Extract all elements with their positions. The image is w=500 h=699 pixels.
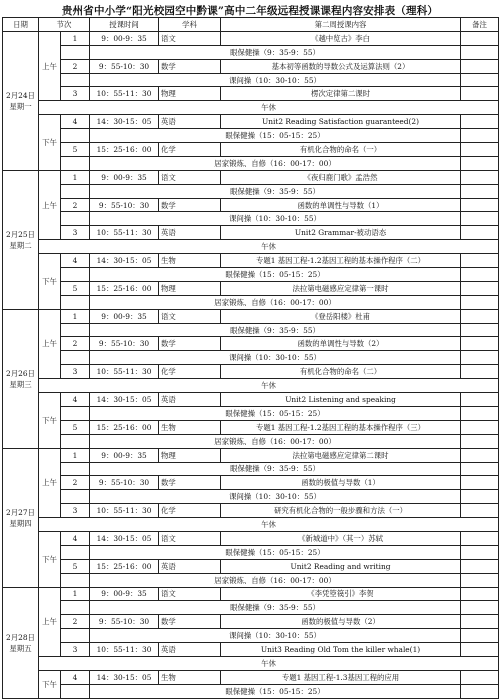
break-label: 眼保健操（9：35-9：55）	[90, 323, 461, 337]
remark-cell	[461, 476, 499, 490]
lesson-content: 函数的单调性与导数（1）	[221, 198, 461, 212]
subject-name: 生物	[159, 254, 221, 268]
break-label: 眼保健操（15：05-15：25）	[90, 406, 461, 420]
class-time: 9：55-10：30	[90, 337, 159, 351]
break-row	[3, 268, 499, 282]
remark-cell	[461, 281, 499, 295]
lesson-row	[3, 531, 499, 545]
remark-cell	[461, 198, 499, 212]
remark-cell	[461, 615, 499, 629]
header-remark: 备注	[461, 18, 499, 32]
lesson-row	[3, 393, 499, 407]
blank-cell	[61, 212, 90, 226]
break-label: 居家锻炼、自修（16：00-17：00）	[90, 156, 461, 170]
remark-cell	[461, 115, 499, 129]
blank-cell	[61, 156, 90, 170]
remark-cell	[461, 143, 499, 157]
break-label: 眼保健操（9：35-9：55）	[90, 45, 461, 59]
remark-cell	[461, 462, 499, 476]
subject-name: 语文	[159, 531, 221, 545]
morning-label: 上午	[39, 587, 61, 656]
lesson-row	[3, 337, 499, 351]
blank-cell	[61, 268, 90, 282]
lunch-row	[3, 240, 499, 254]
break-row	[3, 295, 499, 309]
blank-cell	[61, 323, 90, 337]
header-time: 授课时间	[90, 18, 159, 32]
day-cell	[3, 448, 39, 587]
lesson-content: 《夜归鹿门歌》孟浩然	[221, 170, 461, 184]
lunch-label: 午休	[39, 656, 499, 670]
lesson-row	[3, 559, 499, 573]
blank-cell	[61, 45, 90, 59]
lesson-row	[3, 254, 499, 268]
break-label: 课间操（10：30-10：55）	[90, 351, 461, 365]
class-time: 10：55-11：30	[90, 643, 159, 657]
blank-cell	[61, 434, 90, 448]
period-number: 1	[61, 170, 90, 184]
lesson-row	[3, 587, 499, 601]
lesson-content: 法拉第电磁感应定律第二课时	[221, 448, 461, 462]
break-label: 课间操（10：30-10：55）	[90, 629, 461, 643]
lesson-row	[3, 365, 499, 379]
blank-cell	[61, 129, 90, 143]
afternoon-label: 下午	[39, 115, 61, 171]
lesson-row	[3, 170, 499, 184]
remark-cell	[461, 268, 499, 282]
remark-cell	[461, 365, 499, 379]
header-content: 第二周授课内容	[221, 18, 461, 32]
lesson-content: Unit2 Listening and speaking	[221, 393, 461, 407]
blank-cell	[61, 573, 90, 587]
lesson-row	[3, 448, 499, 462]
date-label: 2月25日	[6, 229, 35, 239]
class-time: 9：00-9：35	[90, 309, 159, 323]
class-time: 10：55-11：30	[90, 365, 159, 379]
subject-name: 英语	[159, 643, 221, 657]
remark-cell	[461, 559, 499, 573]
header-subject: 学科	[159, 18, 221, 32]
lesson-content: Unit2 Grammar-被动语态	[221, 226, 461, 240]
blank-cell	[61, 684, 90, 698]
weekday-label: 星期五	[9, 643, 32, 653]
break-label: 眼保健操（15：05-15：25）	[90, 684, 461, 698]
remark-cell	[461, 420, 499, 434]
subject-name: 物理	[159, 281, 221, 295]
break-label: 眼保健操（15：05-15：25）	[90, 545, 461, 559]
period-number: 3	[61, 643, 90, 657]
date-label: 2月28日	[6, 632, 35, 642]
period-number: 5	[61, 559, 90, 573]
lesson-content: 研究有机化合物的一般步骤和方法（一）	[221, 504, 461, 518]
lunch-row	[3, 379, 499, 393]
lesson-row	[3, 198, 499, 212]
remark-cell	[461, 629, 499, 643]
break-label: 眼保健操（9：35-9：55）	[90, 184, 461, 198]
afternoon-label: 下午	[39, 254, 61, 310]
class-time: 9：55-10：30	[90, 198, 159, 212]
lesson-row	[3, 143, 499, 157]
weekday-label: 星期二	[9, 240, 32, 250]
blank-cell	[61, 462, 90, 476]
lunch-label: 午休	[39, 101, 499, 115]
remark-cell	[461, 73, 499, 87]
schedule-table	[2, 17, 499, 699]
break-row	[3, 406, 499, 420]
break-row	[3, 323, 499, 337]
break-label: 眼保健操（9：35-9：55）	[90, 462, 461, 476]
break-label: 眼保健操（15：05-15：25）	[90, 268, 461, 282]
remark-cell	[461, 351, 499, 365]
class-time: 15：25-16：00	[90, 559, 159, 573]
subject-name: 化学	[159, 504, 221, 518]
subject-name: 数学	[159, 615, 221, 629]
break-row	[3, 45, 499, 59]
lesson-content: 函数的极值与导数（1）	[221, 476, 461, 490]
subject-name: 化学	[159, 365, 221, 379]
break-label: 居家锻炼、自修（16：00-17：00）	[90, 295, 461, 309]
period-number: 4	[61, 531, 90, 545]
remark-cell	[461, 406, 499, 420]
remark-cell	[461, 323, 499, 337]
remark-cell	[461, 226, 499, 240]
lesson-content: 法拉第电磁感应定律第一课时	[221, 281, 461, 295]
period-number: 5	[61, 143, 90, 157]
remark-cell	[461, 170, 499, 184]
remark-cell	[461, 490, 499, 504]
break-row	[3, 73, 499, 87]
header-row	[3, 18, 499, 32]
remark-cell	[461, 601, 499, 615]
period-number: 3	[61, 226, 90, 240]
break-label: 课间操（10：30-10：55）	[90, 490, 461, 504]
break-row	[3, 629, 499, 643]
break-row	[3, 684, 499, 698]
remark-cell	[461, 295, 499, 309]
period-number: 1	[61, 309, 90, 323]
remark-cell	[461, 643, 499, 657]
morning-label: 上午	[39, 170, 61, 239]
date-label: 2月24日	[6, 90, 35, 100]
blank-cell	[61, 490, 90, 504]
break-label: 居家锻炼、自修（16：00-17：00）	[90, 573, 461, 587]
subject-name: 语文	[159, 587, 221, 601]
subject-name: 英语	[159, 226, 221, 240]
period-number: 1	[61, 31, 90, 45]
remark-cell	[461, 670, 499, 684]
subject-name: 数学	[159, 59, 221, 73]
period-number: 2	[61, 337, 90, 351]
class-time: 9：00-9：35	[90, 587, 159, 601]
break-row	[3, 212, 499, 226]
class-time: 10：55-11：30	[90, 504, 159, 518]
remark-cell	[461, 87, 499, 101]
period-number: 2	[61, 615, 90, 629]
lesson-content: Unit2 Reading Satisfaction guaranteed(2)	[221, 115, 461, 129]
day-cell	[3, 170, 39, 309]
class-time: 14：30-15：05	[90, 254, 159, 268]
break-label: 眼保健操（15：05-15：25）	[90, 129, 461, 143]
class-time: 15：25-16：00	[90, 420, 159, 434]
remark-cell	[461, 45, 499, 59]
lunch-row	[3, 518, 499, 532]
remark-cell	[461, 504, 499, 518]
lunch-row	[3, 656, 499, 670]
lesson-row	[3, 87, 499, 101]
remark-cell	[461, 184, 499, 198]
period-number: 4	[61, 670, 90, 684]
break-label: 课间操（10：30-10：55）	[90, 73, 461, 87]
afternoon-label: 下午	[39, 393, 61, 449]
remark-cell	[461, 573, 499, 587]
lesson-content: 专题1 基因工程-1.2基因工程的基本操作程序（二）	[221, 254, 461, 268]
subject-name: 生物	[159, 420, 221, 434]
break-row	[3, 573, 499, 587]
remark-cell	[461, 254, 499, 268]
class-time: 14：30-15：05	[90, 670, 159, 684]
lesson-content: 函数的单调性与导数（2）	[221, 337, 461, 351]
lesson-row	[3, 309, 499, 323]
break-label: 居家锻炼、自修（16：00-17：00）	[90, 434, 461, 448]
lesson-content: 《新城道中》（其一）苏轼	[221, 531, 461, 545]
lesson-content: 楞次定律第二课时	[221, 87, 461, 101]
lesson-row	[3, 504, 499, 518]
period-number: 2	[61, 198, 90, 212]
remark-cell	[461, 684, 499, 698]
break-row	[3, 434, 499, 448]
blank-cell	[61, 406, 90, 420]
lesson-row	[3, 59, 499, 73]
remark-cell	[461, 337, 499, 351]
remark-cell	[461, 212, 499, 226]
lesson-content: 《登岳阳楼》杜甫	[221, 309, 461, 323]
remark-cell	[461, 587, 499, 601]
subject-name: 语文	[159, 309, 221, 323]
remark-cell	[461, 59, 499, 73]
lesson-content: 《李凭箜篌引》李贺	[221, 587, 461, 601]
period-number: 1	[61, 587, 90, 601]
lesson-content: 函数的极值与导数（2）	[221, 615, 461, 629]
break-row	[3, 601, 499, 615]
blank-cell	[61, 601, 90, 615]
class-time: 9：00-9：35	[90, 31, 159, 45]
lesson-row	[3, 670, 499, 684]
remark-cell	[461, 129, 499, 143]
date-label: 2月27日	[6, 507, 35, 517]
class-time: 9：00-9：35	[90, 448, 159, 462]
subject-name: 物理	[159, 87, 221, 101]
lesson-content: 基本初等函数的导数公式及运算法则（2）	[221, 59, 461, 73]
period-number: 5	[61, 420, 90, 434]
break-row	[3, 156, 499, 170]
lesson-row	[3, 115, 499, 129]
period-number: 2	[61, 476, 90, 490]
period-number: 4	[61, 115, 90, 129]
lesson-row	[3, 31, 499, 45]
morning-label: 上午	[39, 448, 61, 517]
class-time: 9：55-10：30	[90, 615, 159, 629]
lesson-row	[3, 420, 499, 434]
remark-cell	[461, 448, 499, 462]
break-row	[3, 462, 499, 476]
break-row	[3, 490, 499, 504]
lesson-content: 专题1 基因工程-1.3基因工程的应用	[221, 670, 461, 684]
subject-name: 语文	[159, 170, 221, 184]
day-cell	[3, 31, 39, 170]
morning-label: 上午	[39, 309, 61, 378]
schedule-body	[3, 31, 499, 698]
subject-name: 化学	[159, 143, 221, 157]
break-label: 课间操（10：30-10：55）	[90, 212, 461, 226]
period-number: 2	[61, 59, 90, 73]
blank-cell	[61, 351, 90, 365]
remark-cell	[461, 309, 499, 323]
subject-name: 数学	[159, 337, 221, 351]
remark-cell	[461, 393, 499, 407]
subject-name: 物理	[159, 448, 221, 462]
morning-label: 上午	[39, 31, 61, 100]
class-time: 14：30-15：05	[90, 393, 159, 407]
period-number: 3	[61, 87, 90, 101]
period-number: 4	[61, 254, 90, 268]
subject-name: 语文	[159, 31, 221, 45]
break-row	[3, 351, 499, 365]
lesson-row	[3, 281, 499, 295]
period-number: 3	[61, 365, 90, 379]
period-number: 5	[61, 281, 90, 295]
lunch-label: 午休	[39, 379, 499, 393]
break-label: 眼保健操（9：35-9：55）	[90, 601, 461, 615]
remark-cell	[461, 156, 499, 170]
weekday-label: 星期三	[9, 379, 32, 389]
lesson-content: Unit2 Reading and writing	[221, 559, 461, 573]
lesson-row	[3, 643, 499, 657]
break-row	[3, 129, 499, 143]
weekday-label: 星期一	[9, 101, 32, 111]
class-time: 15：25-16：00	[90, 281, 159, 295]
lunch-label: 午休	[39, 240, 499, 254]
remark-cell	[461, 545, 499, 559]
class-time: 10：55-11：30	[90, 226, 159, 240]
header-period: 节次	[39, 18, 90, 32]
remark-cell	[461, 31, 499, 45]
lesson-content: 有机化合物的命名（一）	[221, 143, 461, 157]
lesson-content: 专题1 基因工程-1.2基因工程的基本操作程序（三）	[221, 420, 461, 434]
class-time: 14：30-15：05	[90, 531, 159, 545]
class-time: 9：55-10：30	[90, 476, 159, 490]
subject-name: 英语	[159, 559, 221, 573]
class-time: 10：55-11：30	[90, 87, 159, 101]
lesson-content: 有机化合物的命名（二）	[221, 365, 461, 379]
subject-name: 英语	[159, 393, 221, 407]
blank-cell	[61, 73, 90, 87]
lesson-row	[3, 476, 499, 490]
weekday-label: 星期四	[9, 518, 32, 528]
blank-cell	[61, 184, 90, 198]
class-time: 9：00-9：35	[90, 170, 159, 184]
class-time: 9：55-10：30	[90, 59, 159, 73]
lesson-content: Unit3 Reading Old Tom the killer whale(1)	[221, 643, 461, 657]
break-row	[3, 184, 499, 198]
period-number: 4	[61, 393, 90, 407]
class-time: 14：30-15：05	[90, 115, 159, 129]
lesson-row	[3, 226, 499, 240]
afternoon-label: 下午	[39, 670, 61, 698]
subject-name: 英语	[159, 115, 221, 129]
lunch-row	[3, 101, 499, 115]
lunch-label: 午休	[39, 518, 499, 532]
day-cell	[3, 309, 39, 448]
subject-name: 数学	[159, 198, 221, 212]
date-label: 2月26日	[6, 368, 35, 378]
subject-name: 生物	[159, 670, 221, 684]
afternoon-label: 下午	[39, 531, 61, 587]
break-row	[3, 545, 499, 559]
header-date: 日期	[3, 18, 39, 32]
lesson-row	[3, 615, 499, 629]
lesson-content: 《越中览古》李白	[221, 31, 461, 45]
blank-cell	[61, 295, 90, 309]
class-time: 15：25-16：00	[90, 143, 159, 157]
page-title: 贵州省中小学“阳光校园空中黔课”高中二年级远程授课课程内容安排表（理科）	[61, 5, 439, 17]
period-number: 3	[61, 504, 90, 518]
subject-name: 数学	[159, 476, 221, 490]
period-number: 1	[61, 448, 90, 462]
day-cell	[3, 587, 39, 698]
blank-cell	[61, 545, 90, 559]
remark-cell	[461, 434, 499, 448]
blank-cell	[61, 629, 90, 643]
remark-cell	[461, 531, 499, 545]
